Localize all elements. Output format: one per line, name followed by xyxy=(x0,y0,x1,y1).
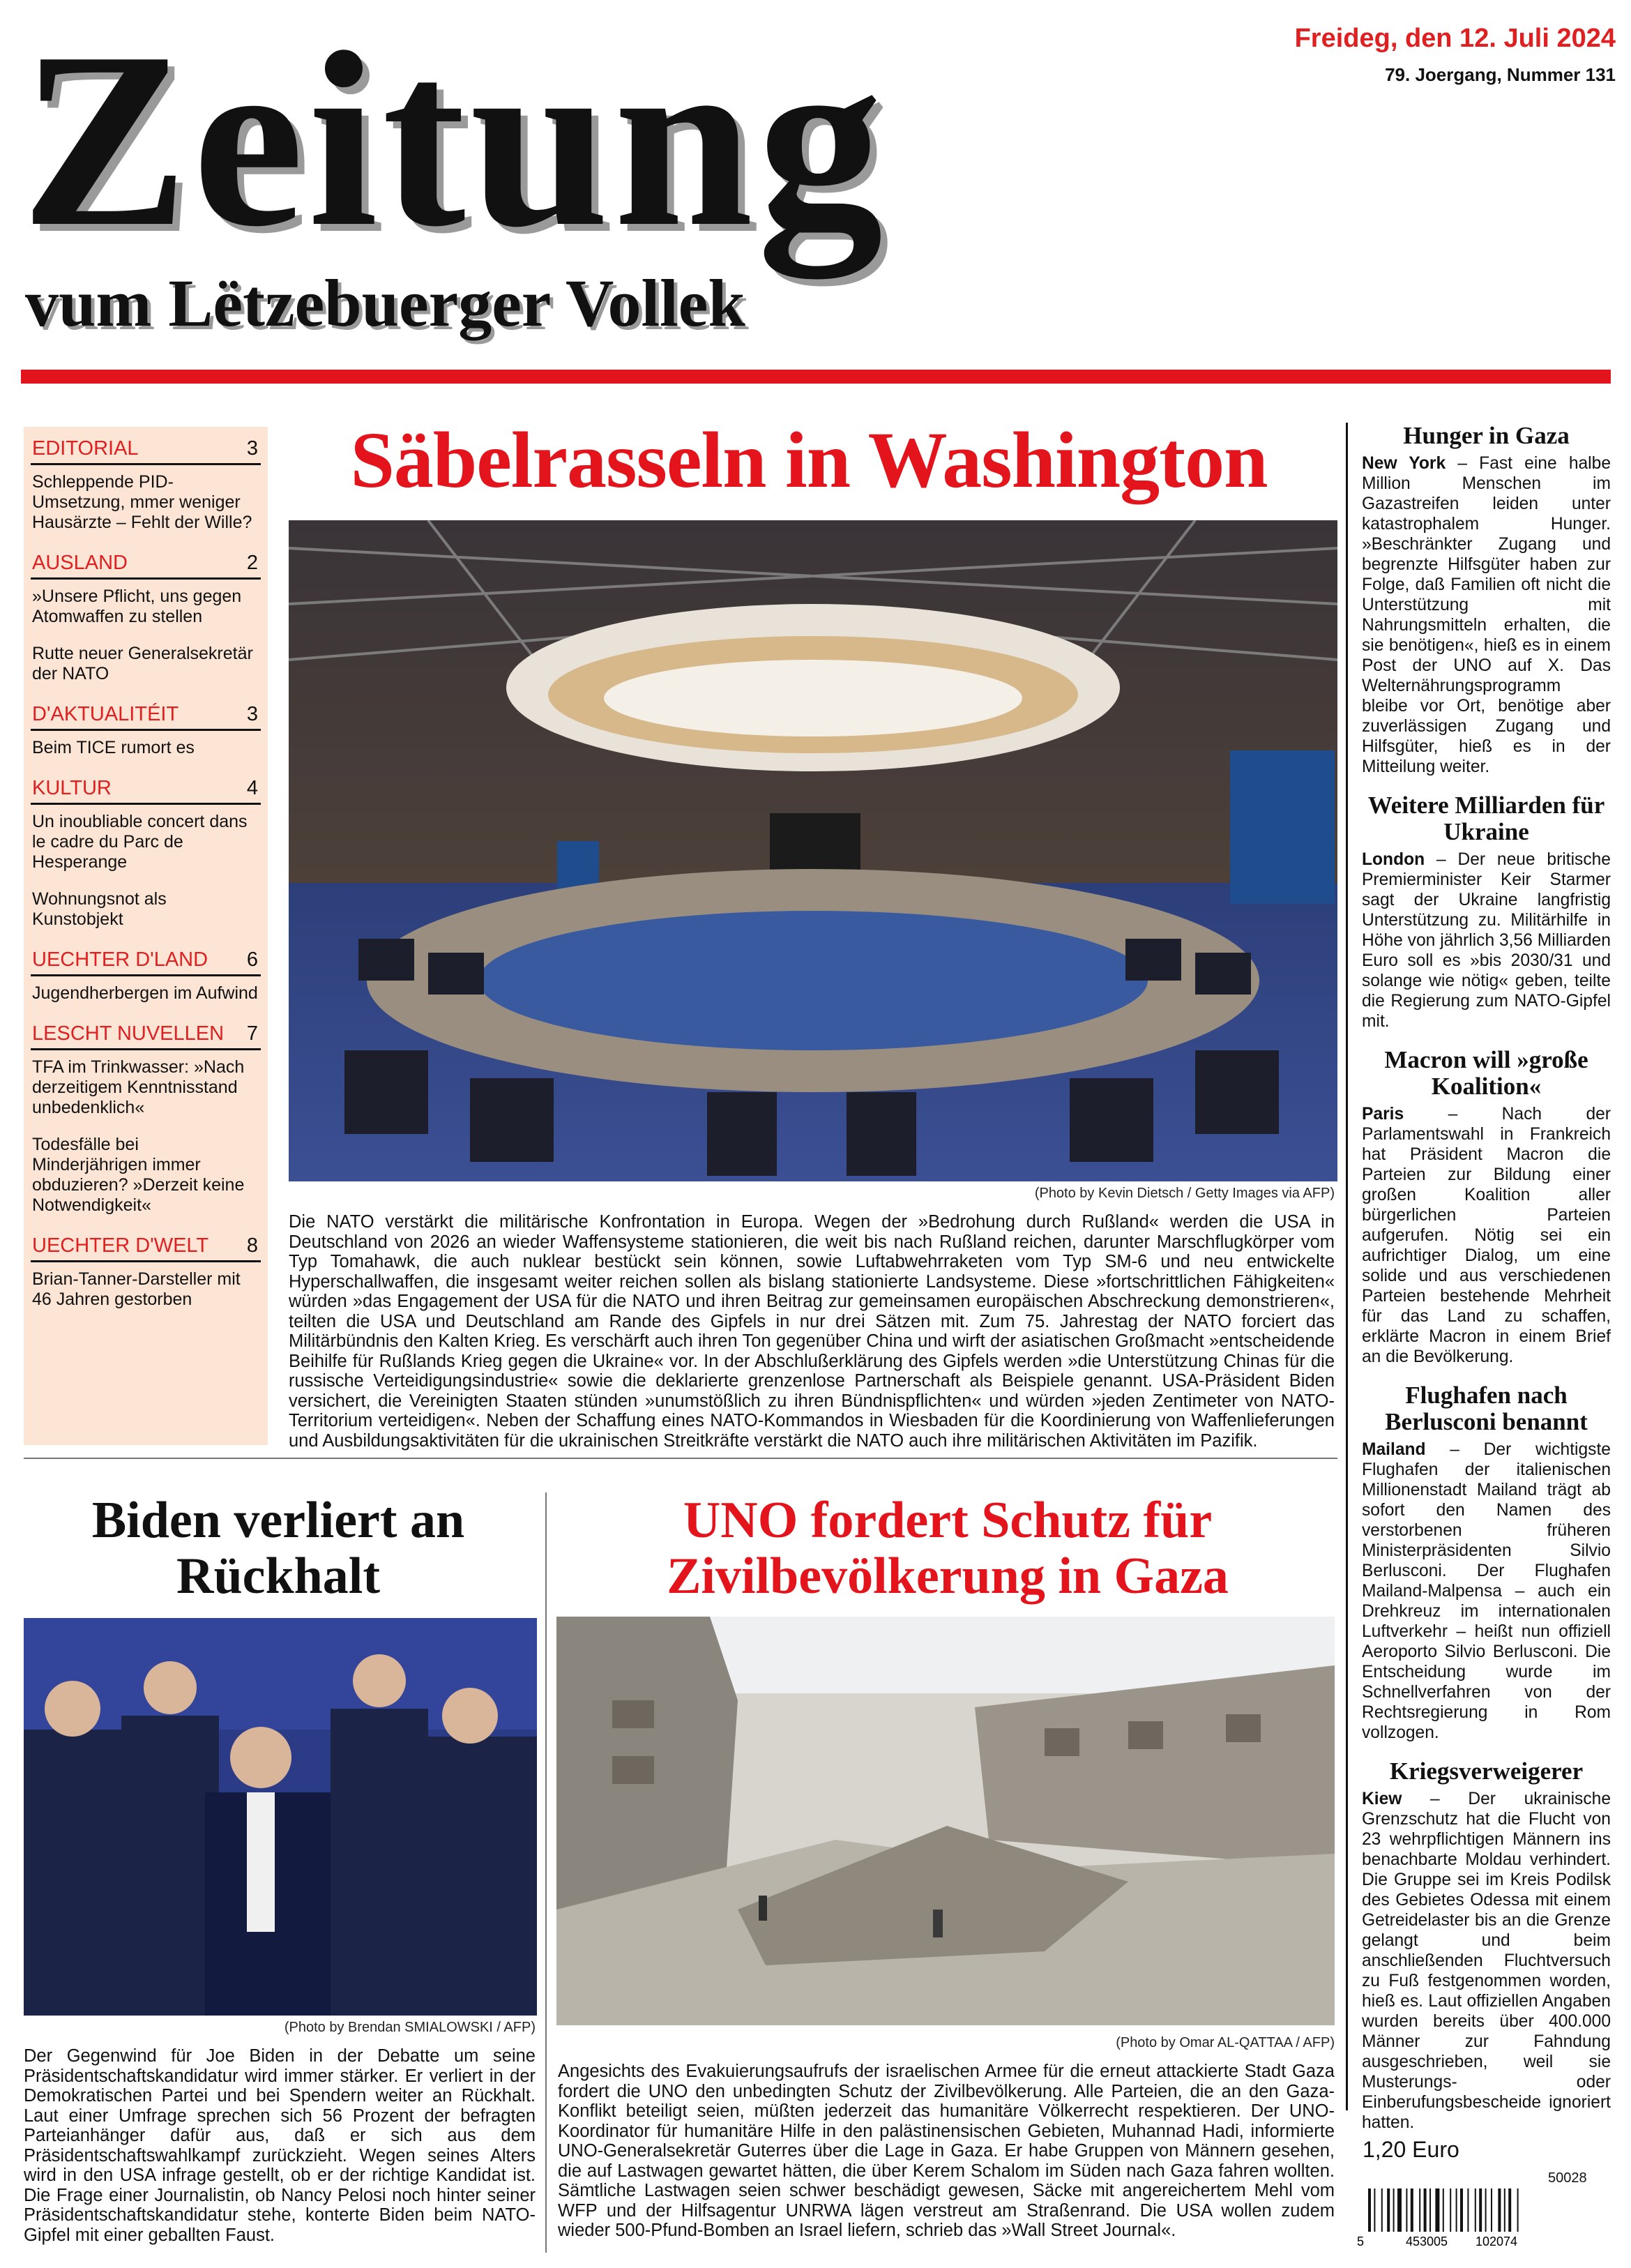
gaza-article-text: Angesichts des Evakuierungsaufrufs der israelischen Armee für die erneut attackierte Stadt Gaza fordert die UNO den unbedingten Schutz der Zivilbevölkerung. Alle Parteien, die an den Gaza-Konflikt beteiligt seien, müßten jederzeit das humanitäre Völkerrecht respektieren. Der UNO-Koordinator für humanitäre Hilfe in den palästinensischen Gebieten, Muhannad Hadi, informierte UNO-Generalsekretär Guterres über die Lage in Gaza. Er habe Gruppen von Männern gesehen, die auf Lastwagen gewartet hätten, die über Kerem Schalom im Süden nach Gaza fahren wollten. Sämtliche Lastwagen seien schwer beschädigt gewesen, Säcke mit angereichertem Mehl vom WFP und der Hilfsagentur UNRWA lägen verstreut am Straßenrand. Die USA wollen zudem wieder 500-Pfund-Bomben an Israel liefern, schrieb das »Wall Street Journal«. xyxy=(558,2062,1335,2240)
index-item[interactable]: Wohnungsnot als Kunstobjekt xyxy=(32,889,167,929)
barcode-bar xyxy=(1397,2188,1402,2232)
biden-article-text: Der Gegenwind für Joe Biden in der Debatte um seine Präsidentschaftskandidatur wird immer stärker. Er verliert in der Demokratischen Partei und bei Spendern weiter an Rückhalt. Laut einer Umfrage sprechen sich 56 Prozent der befragten Parteianhänger dafür aus, daß er sich aus dem Präsidentschaftswahlkampf zurückzieht. Wegen seines Alters wird in den USA infrage gestellt, ob er der richtige Kandidat ist. Die Frage einer Journalistin, ob Nancy Pelosi noch hinter seiner Präsidentschaftskandidatur stehe, konterte Biden beim NATO-Gipfel mit einer geballten Faust. xyxy=(24,2046,536,2245)
brief-dateline: London xyxy=(1362,850,1425,869)
index-section-name: LESCHT NUVELLEN xyxy=(32,1022,225,1045)
index-page-number: 6 xyxy=(246,948,258,971)
brief-text: – Nach der Parlamentswahl in Frankreich hat Präsident Macron die Parteien zur Bildung einer großen Koalition aller bürgerlichen Parteien aufgerufen. Nötig sei ein aufrichtiger Dialog, um eine solide und aus verschiedenen Parteien bestehende Mehrheit für das Land zu schaffen, erklärte Macron in einem Brief an die Bevölkerung. xyxy=(1362,1105,1611,1366)
barcode-bar xyxy=(1491,2188,1492,2232)
index-section-name: D'AKTUALITÉIT xyxy=(32,703,179,725)
nato-summit-photo xyxy=(289,520,1337,1181)
index-section-heading[interactable] xyxy=(31,1020,261,1050)
index-item[interactable]: Brian-Tanner-Darsteller mit 46 Jahren gestorben xyxy=(32,1269,241,1309)
brief-title[interactable]: Hunger in Gaza xyxy=(1403,422,1570,449)
main-article-text: Die NATO verstärkt die militärische Konfrontation in Europa. Wegen der »Bedrohung durch Rußland« werden die USA in Deutschland von 2026 an wieder Waffensysteme stationieren, die weit bis nach Rußland reichen, darunter Marschflugkörper vom Typ Tomahawk, die auch nuklear bestückt sein können, sowie Luftabwehrraketen vom Typ SM-6 und neu entwickelte Hyperschallwaffen, die insgesamt weiter reichen sollen als bislang stationierte Landsysteme. Diese »fortschrittlichen Fähigkeiten« würden »das Engagement der USA für die NATO und ihren Beitrag zur gemeinsamen europäischen Abschreckung demonstrieren«, teilten die USA und Deutschland am Rande des Gipfels in nur drei Sätzen mit. Zum 75. Jahrestag der NATO forciert das Militärbündnis den Kalten Krieg. Es verschärft auch ihren Ton gegenüber China und wirft der asiatischen Großmacht »entscheidende Beihilfe für Rußlands Krieg gegen die Ukraine« vor. In der Abschlußerklärung des Gipfels werden »die Unterstützung Chinas für die russische Verteidigungsindustrie« sowie die deklarierte grenzenlose Partnerschaft als Beispiele genannt. USA-Präsident Biden versichert, die Vereinigten Staaten stünden »unumstößlich zu ihren Bündnispflichten« und würden »jeden Zentimeter von NATO-Territorium verteidigen«. Neben der Schaffung eines NATO-Kommandos in Wiesbaden für die Koordinierung von Waffenlieferungen und Ausbildungsaktivitäten für die ukrainischen Streitkräfte verstärkt die NATO auch ihre militärischen Aktivitäten im Pazifik. xyxy=(289,1212,1335,1451)
brief-body xyxy=(1362,849,1611,1031)
barcode-bar xyxy=(1456,2188,1457,2232)
index-section-name: UECHTER D'WELT xyxy=(32,1234,209,1257)
barcode-bar xyxy=(1517,2188,1519,2232)
masthead-title: Zeitung xyxy=(21,0,888,278)
news-brief xyxy=(1362,1047,1611,1367)
index-item[interactable]: Schleppende PID-Umsetzung, mmer weniger Hausärzte – Fehlt der Wille? xyxy=(32,472,252,532)
index-page-number: 7 xyxy=(246,1022,258,1045)
brief-dateline: Kiew xyxy=(1362,1790,1402,1808)
brief-body xyxy=(1362,1439,1611,1743)
index-item[interactable]: TFA im Trinkwasser: »Nach derzeitigem Kenntnisstand unbedenklich« xyxy=(32,1057,245,1117)
brief-body xyxy=(1362,453,1611,777)
briefs-column xyxy=(1346,422,1611,2132)
index-page-number: 3 xyxy=(246,703,258,725)
news-brief xyxy=(1362,1382,1611,1743)
brief-dateline: Paris xyxy=(1362,1105,1404,1124)
index-item[interactable]: Un inoubliable concert dans le cadre du Parc de Hesperange xyxy=(32,812,248,872)
brief-title[interactable]: Flughafen nach Berlusconi benannt xyxy=(1385,1382,1588,1435)
index-section-heading[interactable] xyxy=(31,946,261,976)
barcode-bar xyxy=(1450,2188,1451,2232)
index-section[interactable] xyxy=(31,550,261,684)
news-brief xyxy=(1362,423,1611,777)
index-item[interactable]: Rutte neuer Generalsekretär der NATO xyxy=(32,644,253,683)
price-label: 1,20 Euro xyxy=(1363,2137,1459,2162)
index-section[interactable] xyxy=(31,701,261,758)
news-brief xyxy=(1362,792,1611,1031)
column-divider xyxy=(545,1492,547,2253)
index-section-heading[interactable] xyxy=(31,775,261,805)
barcode-bar xyxy=(1387,2188,1390,2232)
index-item[interactable]: Todesfälle bei Minderjährigen immer obduzieren? »Derzeit keine Notwendigkeit« xyxy=(32,1135,245,1215)
index-page-number: 8 xyxy=(246,1234,258,1257)
main-headline[interactable]: Säbelrasseln in Washington xyxy=(350,416,1268,504)
index-section-name: KULTUR xyxy=(32,777,112,799)
biden-photo xyxy=(24,1618,537,2016)
news-brief xyxy=(1362,1758,1611,2133)
masthead-rule xyxy=(21,370,1611,384)
index-page-number: 3 xyxy=(246,437,258,460)
barcode-bar xyxy=(1435,2188,1439,2232)
barcode-addon: 50028 xyxy=(1548,2170,1587,2186)
brief-title[interactable]: Macron will »große Koalition« xyxy=(1384,1046,1588,1100)
issue-number: 79. Joergang, Nummer 131 xyxy=(1385,64,1616,85)
barcode-bar xyxy=(1504,2188,1505,2232)
barcode-group1: 453005 xyxy=(1406,2235,1448,2247)
barcode-bar xyxy=(1381,2188,1383,2232)
barcode-bar xyxy=(1479,2188,1482,2232)
barcode-bar xyxy=(1467,2188,1469,2232)
gaza-photo-caption: (Photo by Omar AL-QATTAA / AFP) xyxy=(1116,2035,1335,2050)
biden-photo-caption: (Photo by Brendan SMIALOWSKI / AFP) xyxy=(284,2020,536,2035)
brief-text: – Fast eine halbe Million Menschen im Gazastreifen leiden unter katastrophalem Hunger. »Beschränkter Zugang und begrenzte Hilfsgüter haben zur Folge, daß Familien oft nicht die Unterstützung mit Nahrungsmitteln erhalten, die sie benötigen«, hieß es in einem Post der UNO auf X. Das Welternährungsprogramm bleibe vor Ort, benötige aber zuverlässigen Zugang und Hilfsgüter, hieß es in der Mitteilung weiter. xyxy=(1362,454,1611,776)
index-section-heading[interactable] xyxy=(31,435,261,465)
index-column xyxy=(24,427,268,1445)
barcode-bar xyxy=(1485,2188,1487,2232)
index-section-heading[interactable] xyxy=(31,701,261,731)
barcode-bar xyxy=(1443,2188,1444,2232)
gaza-photo xyxy=(556,1617,1335,2025)
barcode-bar xyxy=(1419,2188,1420,2232)
issue-date: Freideg, den 12. Juli 2024 xyxy=(1294,24,1616,53)
barcode-bar xyxy=(1475,2188,1476,2232)
index-item[interactable]: Beim TICE rumort es xyxy=(32,738,195,757)
index-section[interactable] xyxy=(31,1232,261,1310)
barcode xyxy=(1357,2188,1608,2247)
brief-body xyxy=(1362,1789,1611,2133)
barcode-left-digit: 5 xyxy=(1357,2235,1365,2247)
barcode-bar xyxy=(1368,2188,1371,2232)
barcode-bar xyxy=(1429,2188,1431,2232)
brief-title[interactable]: Kriegsverweigerer xyxy=(1389,1757,1584,1785)
index-section-name: EDITORIAL xyxy=(32,437,139,460)
index-item[interactable]: Jugendherbergen im Aufwind xyxy=(32,983,258,1003)
index-page-number: 2 xyxy=(246,552,258,574)
barcode-bar xyxy=(1508,2188,1511,2232)
index-section[interactable] xyxy=(31,946,261,1004)
index-section-heading[interactable] xyxy=(31,1232,261,1262)
gaza-headline[interactable]: UNO fordert Schutz für Zivilbevölkerung in Gaza xyxy=(667,1492,1229,1605)
masthead-subtitle: vum Lëtzebuerger Vollek xyxy=(25,266,745,340)
barcode-group2: 102074 xyxy=(1476,2235,1518,2247)
barcode-bar xyxy=(1406,2188,1407,2232)
main-photo-caption: (Photo by Kevin Dietsch / Getty Images via AFP) xyxy=(1034,1186,1335,1201)
barcode-bar xyxy=(1411,2188,1413,2232)
brief-body xyxy=(1362,1104,1611,1367)
brief-dateline: Mailand xyxy=(1362,1440,1426,1459)
index-section-heading[interactable] xyxy=(31,550,261,580)
index-page-number: 4 xyxy=(246,777,258,799)
index-section[interactable] xyxy=(31,1020,261,1216)
index-section[interactable] xyxy=(31,435,261,533)
barcode-bar xyxy=(1460,2188,1463,2232)
index-section-name: AUSLAND xyxy=(32,552,128,574)
brief-text: – Der ukrainische Grenzschutz hat die Flucht von 23 wehrpflichtigen Männern ins benachbarte Moldau verhindert. Die Gruppe sei im Kreis Podilsk des Gebietes Odessa mit einem Getreidelaster bis an die Grenze gelangt und beim anschließenden Fluchtversuch zu Fuß festgenommen worden, hieß es. Laut offiziellen Angaben wurden bereits über 400.000 Männer zur Fahndung ausgeschrieben, weil sie Musterungs- oder Einberufungsbescheide ignoriert hatten. xyxy=(1362,1790,1611,2132)
index-section-name: UECHTER D'LAND xyxy=(32,948,208,971)
barcode-bar xyxy=(1374,2188,1375,2232)
brief-title[interactable]: Weitere Milliarden für Ukraine xyxy=(1367,792,1605,845)
brief-text: – Der wichtigste Flughafen der italienischen Millionenstadt Mailand trägt ab sofort den Namen des verstorbenen früheren Ministerpräsidenten Silvio Berlusconi. Der Flughafen Mailand-Malpensa – auch ein Drehkreuz im internationalen Luftverkehr – heißt nun offiziell Aeroporto Silvio Berlusconi. Die Entscheidung wurde im Schnellverfahren von der Rechtsregierung in Rom vollzogen. xyxy=(1362,1440,1611,1742)
index-item[interactable]: »Unsere Pflicht, uns gegen Atomwaffen zu stellen xyxy=(32,587,242,626)
biden-headline[interactable]: Biden verliert an Rückhalt xyxy=(91,1492,465,1605)
barcode-bar xyxy=(1498,2188,1501,2232)
brief-text: – Der neue britische Premierminister Keir Starmer sagt der Ukraine langfristig Unterstützung zu. Militärhilfe in Höhe von jährlich 3,56 Milliarden Euro soll es »bis 2030/31 und solange wie nötig« geben, teilte die Regierung zum NATO-Gipfel mit. xyxy=(1362,850,1611,1031)
section-divider xyxy=(24,1458,1337,1459)
index-section[interactable] xyxy=(31,775,261,930)
brief-dateline: New York xyxy=(1362,454,1446,473)
barcode-bar xyxy=(1424,2188,1427,2232)
barcode-bar xyxy=(1393,2188,1395,2232)
